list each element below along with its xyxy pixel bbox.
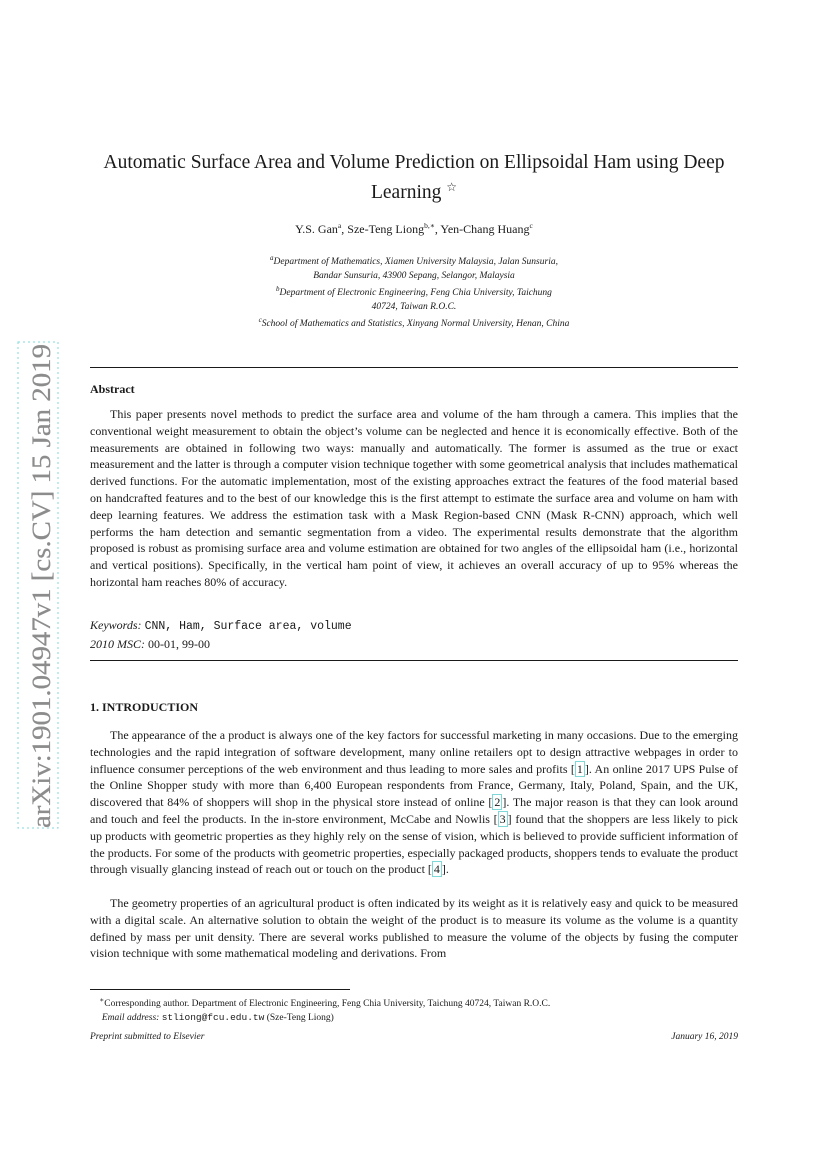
affiliation-line	[80, 270, 748, 284]
citation-link[interactable]: 4	[433, 862, 440, 877]
intro-text: ].	[441, 862, 449, 877]
affiliation-line	[80, 283, 748, 301]
arxiv-stamp-svg	[14, 340, 60, 830]
affiliation-sup: a	[270, 254, 274, 262]
arxiv-stamp-text: arXiv:1901.04947v1 [cs.CV] 15 Jan 2019	[26, 383, 56, 828]
footnote-line-2	[90, 1011, 550, 1025]
author-list: Y.S. Gan$^a$, Sze-Teng Liong$^{b,∗}$, Yen-Chang Huang$^c$	[295, 221, 533, 236]
keywords-block	[90, 617, 352, 652]
email-label: Email address:	[101, 1013, 160, 1023]
author-2-sup: b,∗	[424, 221, 435, 230]
author-1-sup: a	[337, 221, 342, 230]
intro-text: The appearance of the a product is always one of the key factors for successful marketing in many occasions. Due to the emerging technologies and the rapid integration of software development, many online retailers opt to design attractive webpages in order to influence consumer perceptions of the web environment and thus leading to more sales and profits [	[90, 728, 738, 776]
title-star-icon[interactable]: ☆	[446, 180, 458, 194]
affiliation-sup: b	[276, 285, 280, 294]
keywords-label: Keywords:	[90, 618, 142, 632]
abstract-text: This paper presents novel methods to predict the surface area and volume of the ham through a camera. This implies that the conventional weight measurement to obtain the object’s volume can be neglected and hence it is economically effective. Both of the measurements are obtained in following two ways: manually and automatically. The former is assumed as the true or exact measurement and the latter is through a computer vision technique together with some geometrical analysis that includes mathematical derived functions. For the automatic implementation, most of the existing approaches extract the features of the food material based on handcrafted features and to the best of our knowledge this is the first attempt to estimate the surface area and volume on ham with deep learning features. We address the estimation task with a Mask Region-based CNN (Mask R-CNN) approach, which well performs the ham detection and semantic segmentation from a video. The experimental results demonstrate that the algorithm proposed is robust as promising surface area and volume estimation are obtained for two angles of the ellipsoidal ham (i.e., horizontal and vertical positions). Specifically, in the vertical ham point of view, it achieves an overall accuracy of up to 95% whereas the horizontal ham reaches 80% of accuracy.	[90, 407, 738, 589]
section-heading-introduction: 1. INTRODUCTION	[90, 700, 199, 714]
intro-paragraph-1	[90, 727, 738, 878]
intro-text: The geometry properties of an agricultural product is often indicated by its weight as it is relatively easy and quick to be measured with a digital scale. An alternative solution to obtain the weight of the product is to measure its volume as the volume is a quantity defined by mass per unit density. There are several works published to measure the volume of the objects by fusing the computer vision technique with some mathematical modeling and derivations. From	[90, 896, 738, 961]
divider-top	[90, 367, 738, 368]
affiliation-text: School of Mathematics and Statistics, Xinyang Normal University, Henan, China	[261, 319, 570, 330]
divider-bottom	[90, 660, 738, 661]
msc-value: 00-01, 99-00	[148, 636, 210, 651]
affiliation-line	[80, 301, 748, 315]
author-3: Yen-Chang Huang	[440, 222, 530, 236]
abstract-heading: Abstract	[90, 382, 135, 396]
msc-label: 2010 MSC:	[90, 636, 145, 651]
email-name: (Sze-Teng Liong)	[266, 1013, 334, 1023]
affiliation-line	[80, 314, 748, 332]
footnote-text: Corresponding author. Department of Electronic Engineering, Feng Chia University, Taichung 40724, Taiwan R.O.C.	[104, 999, 551, 1009]
affiliation-text: Bandar Sunsuria, 43900 Sepang, Selangor, Malaysia	[313, 270, 515, 281]
footer-preprint: Preprint submitted to Elsevier	[90, 1032, 205, 1042]
citation-link[interactable]: 1	[576, 761, 583, 776]
affiliation-sup: c	[258, 316, 262, 325]
affiliation-line	[80, 252, 748, 270]
title-line-1: Automatic Surface Area and Volume Prediction on Ellipsoidal Ham using Deep	[103, 152, 725, 173]
affiliations	[80, 252, 748, 332]
arxiv-stamp	[14, 340, 60, 830]
keywords-value: CNN, Ham, Surface area, volume	[144, 620, 352, 633]
intro-text: ] found that the shoppers are less likely to pick up products with geometric properties as they highly rely on the sense of vision, which is believed to provide sufficient information of the products. For some of the products with geometric properties, especially packaged products, shoppers tends to evaluate the product through visually glancing instead of reach out or touch on the product [	[90, 811, 739, 877]
author-3-sup: c	[529, 221, 533, 230]
footnote-star: ∗	[99, 996, 105, 1004]
footnote-rule	[90, 989, 350, 990]
footer-date: January 16, 2019	[671, 1032, 738, 1042]
title-line-2-text: Learning	[370, 182, 442, 203]
affiliation-text: Department of Electronic Engineering, Feng Chia University, Taichung	[279, 288, 552, 299]
citation-link[interactable]: 2	[494, 795, 501, 810]
intro-paragraph-2	[90, 895, 738, 962]
footnote	[90, 993, 550, 1025]
msc-line	[90, 636, 352, 653]
email-link[interactable]: stliong@fcu.edu.tw	[161, 1012, 265, 1023]
author-1: Y.S. Gan	[295, 222, 338, 236]
abstract-body	[90, 406, 738, 591]
affiliation-text: 40724, Taiwan R.O.C.	[371, 301, 457, 312]
footnote-line-1	[90, 993, 550, 1011]
title-line-2	[80, 175, 748, 205]
citation-link[interactable]: 3	[499, 811, 506, 826]
keywords-line	[90, 617, 352, 636]
intro-text: ]. An online 2017 UPS Pulse of the Online Shopper study with more than 6,400 European respondents from France, Germany, Italy, Poland, Spain, and the UK, discovered that 84% of shoppers will shop in the physical store instead of online [	[90, 761, 738, 810]
intro-text: ]. The major reason is that they can look around and touch and feel the products. In the in-store environment, McCabe and Nowlis [	[90, 795, 738, 826]
author-2: Sze-Teng Liong	[347, 222, 425, 236]
affiliation-text: Department of Mathematics, Xiamen University Malaysia, Jalan Sunsuria,	[273, 257, 558, 268]
paper-title	[80, 150, 748, 205]
